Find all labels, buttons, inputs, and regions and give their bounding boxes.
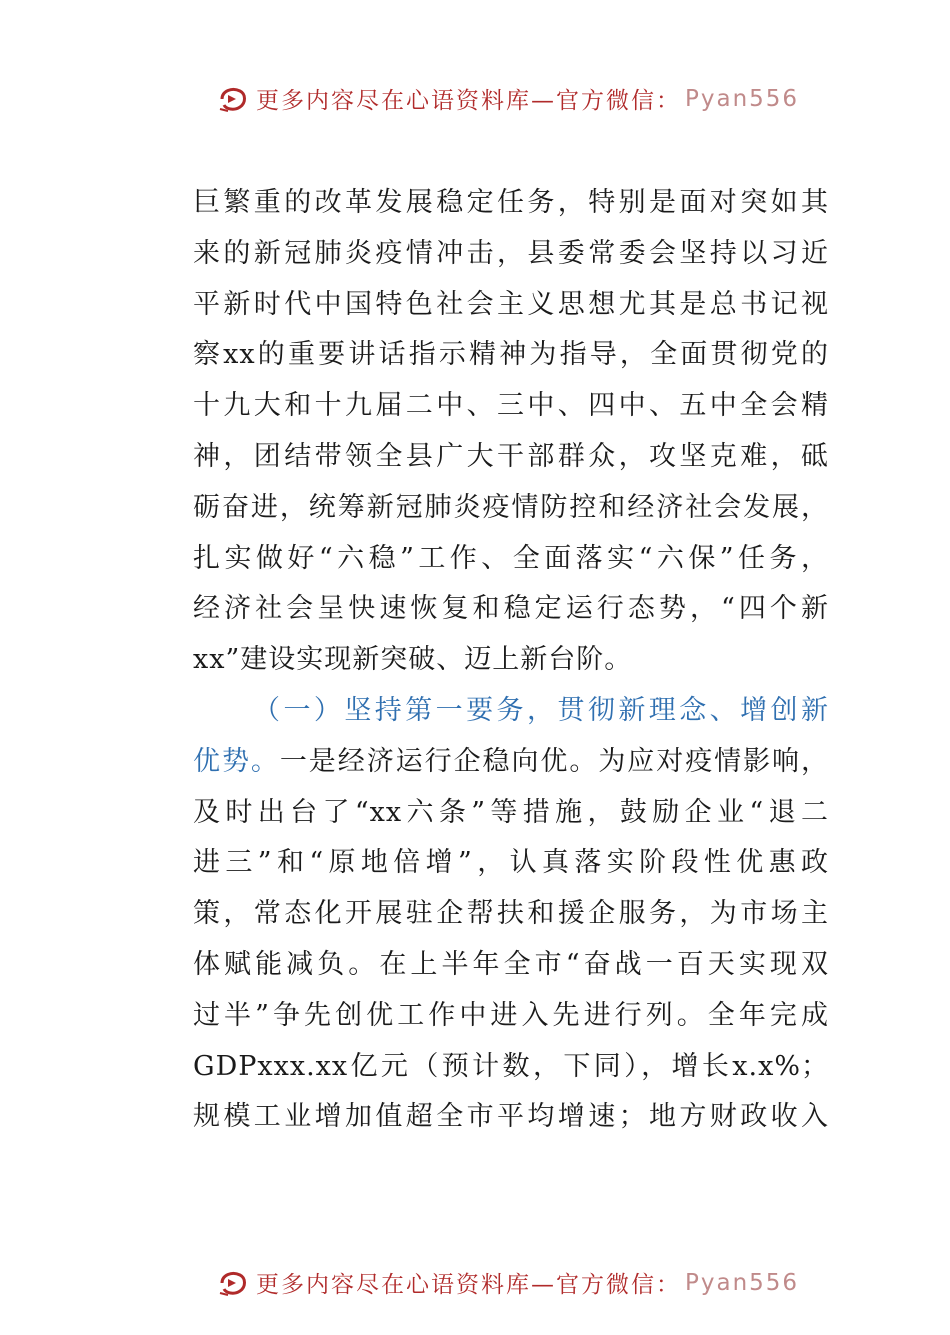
watermark-footer [0, 1266, 950, 1302]
text-line: 察xx的重要讲话指示精神为指导，全面贯彻党的 [193, 339, 829, 371]
text-line [193, 737, 829, 788]
text-line: 扎实做好“六稳”工作、全面落实“六保”任务， [193, 542, 829, 574]
section-heading-text: （一）坚持第一要务，贯彻新理念、增创新 [253, 694, 829, 726]
watermark-text: 更多内容尽在心语资料库—官方微信： [256, 1272, 681, 1298]
text-line: 砺奋进，统筹新冠肺炎疫情防控和经济社会发展， [193, 491, 829, 523]
watermark-text: 更多内容尽在心语资料库—官方微信： [256, 88, 681, 114]
text-line: GDPxxx.xx亿元（预计数，下同），增长x.x%； [193, 1050, 829, 1082]
text-line: 规模工业增加值超全市平均增速；地方财政收入 [193, 1101, 829, 1133]
text-line: 经济社会呈快速恢复和稳定运行态势，“四个新 [193, 593, 829, 625]
text-line: 巨繁重的改革发展稳定任务，特别是面对突如其 [193, 187, 829, 218]
watermark-header [0, 80, 950, 116]
text-line: xx”建设实现新突破、迈上新台阶。 [193, 644, 633, 676]
library-logo-icon [218, 85, 248, 113]
text-line: 十九大和十九届二中、三中、四中、五中全会精 [193, 390, 829, 422]
watermark-contact: Pyan556 [685, 1269, 800, 1296]
section-text: 一是经济运行企稳向优。为应对疫情影响， [279, 745, 829, 777]
section-heading-continuation: 优势。 [193, 745, 280, 777]
text-line: 进三”和“原地倍增”，认真落实阶段性优惠政 [193, 847, 829, 879]
text-line: 平新时代中国特色社会主义思想尤其是总书记视 [193, 288, 829, 320]
text-line: 来的新冠肺炎疫情冲击，县委常委会坚持以习近 [193, 237, 829, 269]
text-line: 神，团结带领全县广大干部群众，攻坚克难，砥 [193, 440, 829, 472]
library-logo-icon [218, 1269, 248, 1297]
text-line: 及时出台了“xx六条”等措施，鼓励企业“退二 [193, 796, 829, 828]
watermark-contact: Pyan556 [685, 85, 800, 112]
text-line: 过半”争先创优工作中进入先进行列。全年完成 [193, 999, 829, 1031]
text-line: 体赋能减负。在上半年全市“奋战一百天实现双 [193, 948, 829, 980]
section-heading [193, 686, 829, 737]
text-line: 策，常态化开展驻企帮扶和援企服务，为市场主 [193, 898, 829, 930]
body-text [193, 178, 829, 1143]
